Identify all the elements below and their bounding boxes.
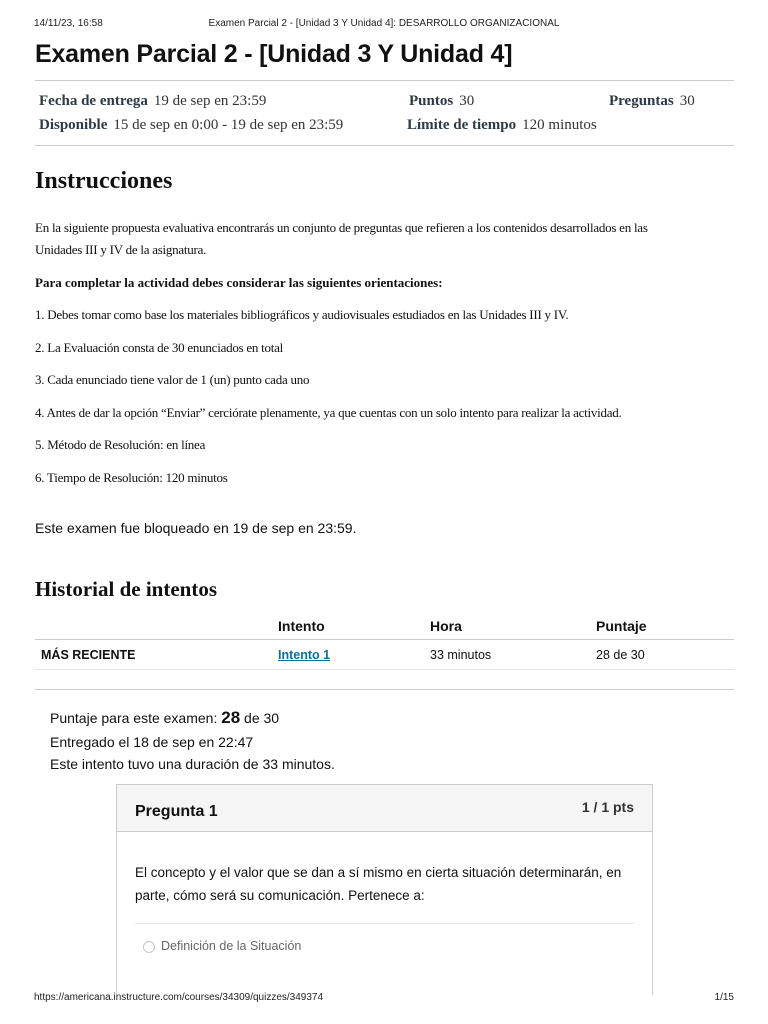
history-row-score: 28 de 30 — [596, 648, 645, 662]
instruction-item: 3. Cada enunciado tiene valor de 1 (un) punto cada uno — [35, 372, 310, 387]
divider — [35, 669, 734, 670]
time-limit-label: Límite de tiempo — [407, 117, 517, 133]
divider — [135, 923, 634, 924]
history-row-time: 33 minutos — [430, 648, 492, 662]
question-card — [116, 784, 653, 995]
due-date-value: 19 de sep en 23:59 — [153, 93, 267, 109]
locked-notice: Este examen fue bloqueado en 19 de sep en 23:59. — [35, 520, 357, 536]
instruction-item: 4. Antes de dar la opción “Enviar” cerciórate plenamente, ya que cuentas con un solo intento para realizar la actividad. — [35, 405, 622, 420]
print-header — [34, 18, 734, 32]
questions-value: 30 — [679, 93, 695, 109]
divider — [35, 145, 734, 146]
question-points: 1 / 1 pts — [581, 799, 634, 815]
points-value: 30 — [459, 93, 475, 109]
score-suffix: de 30 — [244, 710, 280, 726]
print-timestamp: 14/11/23, 16:58 — [34, 18, 103, 29]
radio-icon[interactable] — [143, 941, 155, 953]
score-summary — [50, 708, 279, 728]
question-title: Pregunta 1 — [135, 803, 218, 820]
instructions-orientations: Para completar la actividad debes considerar las siguientes orientaciones: — [35, 275, 443, 290]
instruction-item: 5. Método de Resolución: en línea — [35, 437, 206, 452]
print-url: https://americana.instructure.com/courses/34309/quizzes/349374 — [34, 992, 324, 1003]
history-col-score: Puntaje — [596, 618, 647, 634]
time-limit-value: 120 minutos — [522, 117, 597, 133]
history-col-attempt: Intento — [278, 618, 325, 634]
questions-label: Preguntas — [609, 93, 674, 109]
instructions-intro: En la siguiente propuesta evaluativa encontrarás un conjunto de preguntas que refieren a los contenidos desarrollados en las Unidades III y IV de la asignatura. — [35, 220, 648, 257]
availability-label: Disponible — [39, 117, 108, 133]
answer-option: Definición de la Situación — [161, 939, 302, 953]
time-limit — [407, 117, 597, 134]
attempt-duration: Este intento tuvo una duración de 33 minutos. — [50, 756, 335, 772]
questions-info — [609, 93, 695, 110]
print-page-number: 1/15 — [714, 992, 734, 1003]
attempt-1-link[interactable]: Intento 1 — [278, 648, 331, 662]
due-date — [39, 93, 266, 110]
instructions-heading: Instrucciones — [35, 168, 173, 194]
divider — [35, 80, 734, 81]
history-header-divider — [35, 639, 734, 640]
divider — [35, 689, 734, 690]
page-title: Examen Parcial 2 - [Unidad 3 Y Unidad 4] — [35, 40, 513, 68]
instruction-item: 2. La Evaluación consta de 30 enunciados en total — [35, 340, 284, 355]
score-prefix: Puntaje para este examen: — [50, 710, 218, 726]
instruction-item: 6. Tiempo de Resolución: 120 minutos — [35, 470, 228, 485]
submitted-date: Entregado el 18 de sep en 22:47 — [50, 734, 254, 750]
history-row-label: MÁS RECIENTE — [41, 648, 136, 662]
history-col-time: Hora — [430, 618, 462, 634]
score-value: 28 — [221, 708, 241, 727]
print-footer — [34, 992, 734, 1006]
question-header — [117, 785, 652, 832]
print-document-title: Examen Parcial 2 - [Unidad 3 Y Unidad 4]: DESARROLLO ORGANIZACIONAL — [208, 18, 560, 29]
history-heading: Historial de intentos — [35, 577, 217, 601]
availability — [39, 117, 343, 134]
points-label: Puntos — [409, 93, 454, 109]
question-text: El concepto y el valor que se dan a sí mismo en cierta situación determinarán, en parte, cómo será su comunicación. Pertenece a: — [135, 865, 622, 903]
due-date-label: Fecha de entrega — [39, 93, 148, 109]
points-info — [409, 93, 474, 110]
instruction-item: 1. Debes tomar como base los materiales bibliográficos y audiovisuales estudiados en las Unidades III y IV. — [35, 307, 569, 322]
availability-value: 15 de sep en 0:00 - 19 de sep en 23:59 — [113, 117, 344, 133]
